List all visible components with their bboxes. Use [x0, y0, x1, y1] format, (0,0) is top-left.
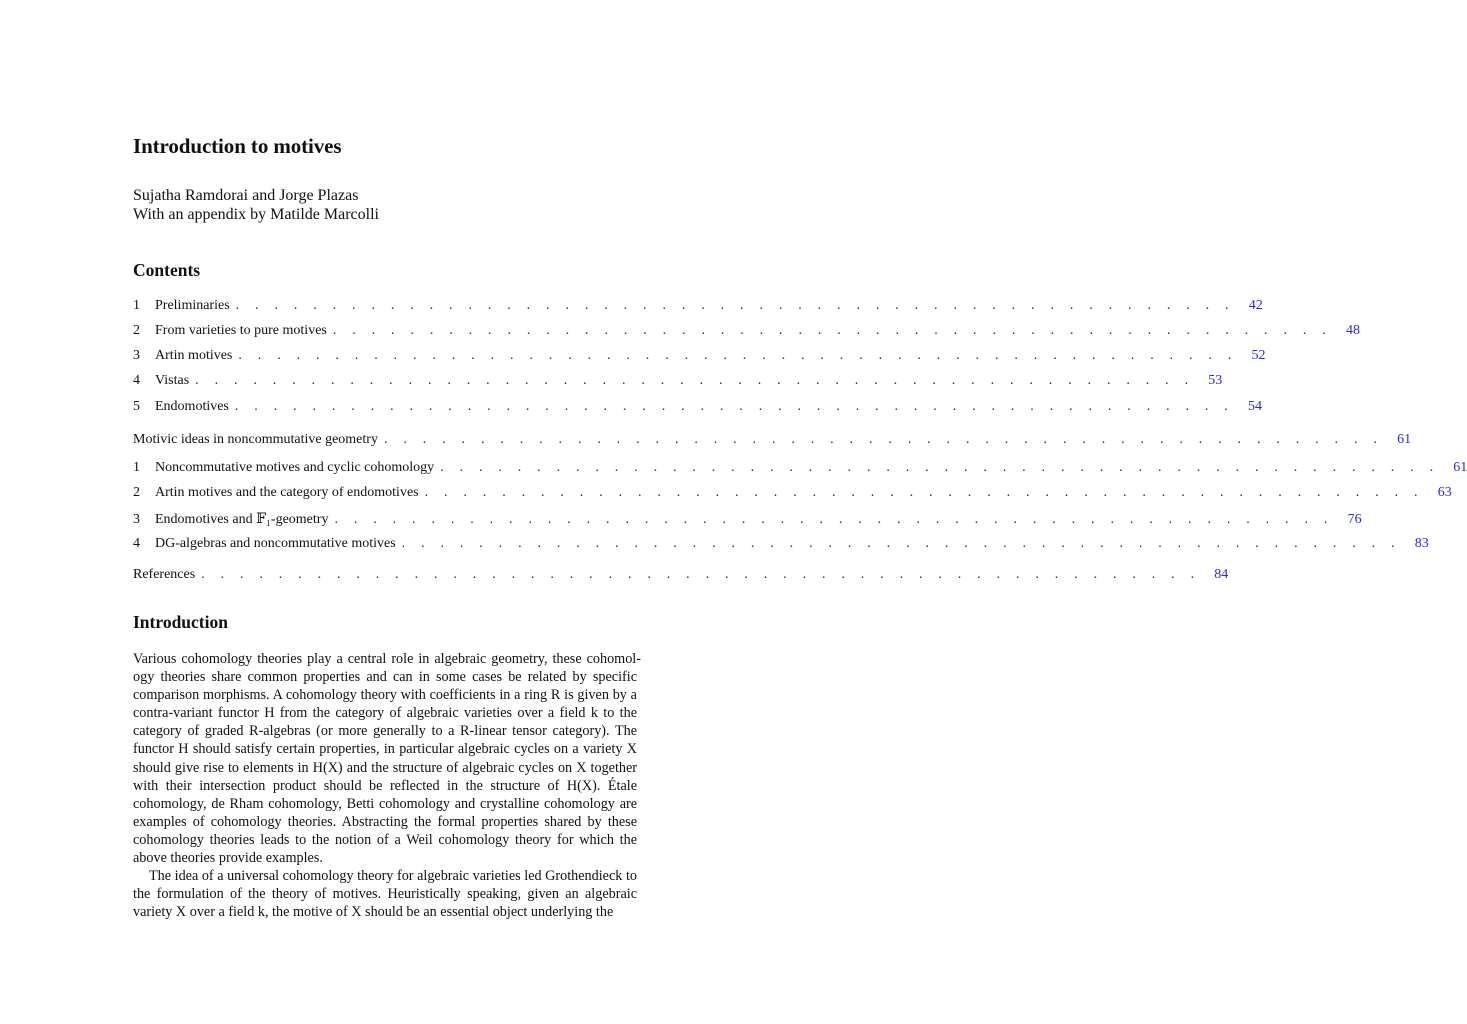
- toc-number: 3: [133, 348, 140, 363]
- toc-title: Preliminaries: [155, 298, 230, 313]
- toc-page-link[interactable]: 76: [1347, 512, 1362, 527]
- text-line: ogy theories share common properties and can in some cases be related by specific: [133, 669, 637, 686]
- text-line: to the formulation of the theory of motives. Heuristically speaking, given an algebraic: [133, 868, 637, 903]
- toc-number: 4: [133, 536, 140, 551]
- toc-title: Artin motives and the category of endomotives: [155, 485, 419, 500]
- text-line: for which the above theories provide examples.: [133, 831, 637, 867]
- paper-title: Introduction to motives: [133, 134, 342, 158]
- toc-title: DG-algebras and noncommutative motives: [155, 536, 396, 551]
- text-line: the category of graded R-algebras (or more generally to a R-linear tensor category).: [133, 705, 638, 740]
- toc-page-link[interactable]: 42: [1248, 298, 1263, 313]
- toc-entry[interactable]: [133, 511, 1362, 529]
- introduction-heading: Introduction: [133, 612, 228, 632]
- toc-leader: . . . . . . . . . . . . . . . . . . . . . . . . . . . . . . . . . . . . . . . . . . . . . . . . . . . .: [424, 485, 1424, 500]
- toc-leader: . . . . . . . . . . . . . . . . . . . . . . . . . . . . . . . . . . . . . . . . . . . . . . . . . . . .: [201, 567, 1201, 582]
- toc-leader: . . . . . . . . . . . . . . . . . . . . . . . . . . . . . . . . . . . . . . . . . . . . . . . . . . . .: [238, 348, 1238, 363]
- text-line: variety X over a field k, the motive of X should be an essential object underlying the: [133, 904, 614, 921]
- author-block: [133, 186, 379, 224]
- toc-page-link[interactable]: 63: [1437, 485, 1452, 500]
- toc-leader: . . . . . . . . . . . . . . . . . . . . . . . . . . . . . . . . . . . . . . . . . . . . . . . . . . . .: [234, 399, 1234, 414]
- toc-leader: . . . . . . . . . . . . . . . . . . . . . . . . . . . . . . . . . . . . . . . . . . . . . . . . . . . .: [195, 373, 1195, 388]
- toc-entry[interactable]: [133, 460, 1467, 478]
- toc-number: 2: [133, 485, 140, 500]
- toc-references-title: References: [133, 567, 196, 582]
- toc-leader: . . . . . . . . . . . . . . . . . . . . . . . . . . . . . . . . . . . . . . . . . . . . . . . . . . . .: [401, 536, 1401, 551]
- toc-entry[interactable]: [133, 373, 1223, 391]
- toc-number: 4: [133, 373, 140, 388]
- paragraph: [133, 650, 641, 867]
- toc-number: 1: [133, 460, 140, 475]
- toc-page-link[interactable]: 61: [1453, 460, 1467, 475]
- text-line: The functor H should satisfy certain properties, in particular algebraic cycles on a: [133, 723, 637, 758]
- text-line: variety X should give rise to elements in H(X) and the structure of algebraic cycles: [133, 741, 638, 776]
- toc-entry[interactable]: [133, 485, 1452, 503]
- paragraph: [133, 867, 637, 921]
- text-line: by a contra-variant functor H from the category of algebraic varieties over a field k to: [133, 687, 637, 722]
- toc-title: From varieties to pure motives: [155, 323, 327, 338]
- introduction-body: [133, 650, 641, 921]
- contents-heading: Contents: [133, 260, 201, 280]
- text-line: comparison morphisms. A cohomology theory with coefficients in a ring R is given: [133, 687, 609, 704]
- toc-leader: . . . . . . . . . . . . . . . . . . . . . . . . . . . . . . . . . . . . . . . . . . . . . . . . . . . .: [235, 298, 1235, 313]
- toc-part-title: Motivic ideas in noncommutative geometry: [133, 432, 378, 447]
- toc-leader: . . . . . . . . . . . . . . . . . . . . . . . . . . . . . . . . . . . . . . . . . . . . . . . . . . . .: [332, 323, 1332, 338]
- toc-leader: . . . . . . . . . . . . . . . . . . . . . . . . . . . . . . . . . . . . . . . . . . . . . . . . . . . .: [383, 432, 1384, 447]
- toc-entry[interactable]: [133, 323, 1360, 341]
- text-line: Various cohomology theories play a central role in algebraic geometry, these cohomol-: [133, 651, 641, 667]
- text-line: H(X). Étale cohomology, de Rham cohomology, Betti cohomology and crystalline: [133, 777, 637, 812]
- toc-leader: . . . . . . . . . . . . . . . . . . . . . . . . . . . . . . . . . . . . . . . . . . . . . . . . . . . .: [334, 512, 1334, 527]
- toc-title: Endomotives: [155, 399, 229, 414]
- toc-leader: . . . . . . . . . . . . . . . . . . . . . . . . . . . . . . . . . . . . . . . . . . . . . . . . . . . .: [440, 460, 1440, 475]
- toc-title: Vistas: [155, 373, 190, 388]
- toc-page-link[interactable]: 54: [1248, 399, 1262, 414]
- toc-entry[interactable]: [133, 536, 1429, 554]
- text-line: cohomology are examples of cohomology theories. Abstracting the formal properties: [133, 795, 638, 830]
- text-line: shared by these cohomology theories leads to the notion of a Weil cohomology theory: [133, 813, 637, 848]
- toc-references-entry[interactable]: [133, 567, 1229, 585]
- toc-page-link[interactable]: 61: [1397, 432, 1412, 447]
- text-line: The idea of a universal cohomology theory for algebraic varieties led Grothendieck: [149, 868, 623, 885]
- toc-title: Artin motives: [155, 348, 233, 363]
- toc-title: Endomotives and 𝔽₁-geometry: [155, 512, 329, 527]
- toc-page-link[interactable]: 83: [1414, 536, 1429, 551]
- toc-entry[interactable]: [133, 399, 1262, 417]
- toc-page-link[interactable]: 84: [1214, 567, 1229, 582]
- toc-number: 5: [133, 399, 140, 414]
- toc-part-entry[interactable]: [133, 432, 1412, 450]
- text-line: on X together with their intersection product should be reflected in the structure of: [133, 759, 638, 794]
- toc-title: Noncommutative motives and cyclic cohomology: [155, 460, 435, 475]
- toc-number: 3: [133, 512, 140, 527]
- toc-number: 1: [133, 298, 140, 313]
- toc-entry[interactable]: [133, 348, 1266, 366]
- toc-page-link[interactable]: 52: [1251, 348, 1266, 363]
- toc-page-link[interactable]: 48: [1345, 323, 1360, 338]
- toc-page-link[interactable]: 53: [1208, 373, 1223, 388]
- author-names: Sujatha Ramdorai and Jorge Plazas: [133, 187, 359, 204]
- toc-number: 2: [133, 323, 140, 338]
- toc-entry[interactable]: [133, 298, 1263, 316]
- appendix-credit: With an appendix by Matilde Marcolli: [133, 206, 379, 223]
